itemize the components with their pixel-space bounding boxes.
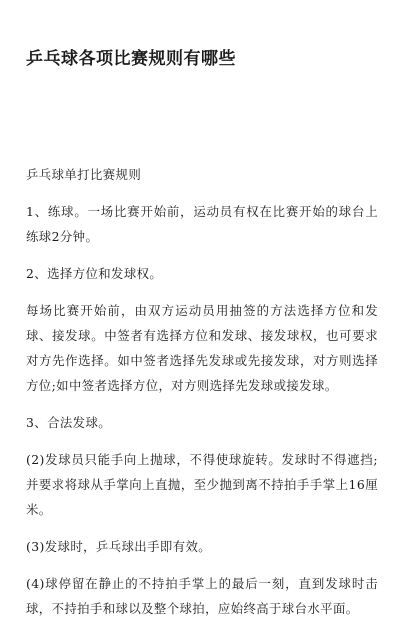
rule-2-heading: 2、选择方位和发球权。	[26, 266, 163, 281]
rule-3-heading: 3、合法发球。	[26, 415, 112, 430]
rule-3-item-2: (2)发球员只能手向上抛球，不得使球旋转。发球时不得遮挡;并要求将球从手掌向上直抛，至少抛到离不持拍手手掌上16厘米。	[26, 452, 378, 517]
rule-3-item-3: (3)发球时，乒乓球出手即有效。	[26, 539, 212, 554]
rule-2-body: 每场比赛开始前，由双方运动员用抽签的方法选择方位和发球、接发球。中签者有选择方位和发球、接发球权，也可要求对方先作选择。如中签者选择先发球或先接发球，对方则选择方位;如中签者选择方位，对方则选择先发球或接发球。	[26, 303, 378, 393]
article-body	[26, 162, 378, 633]
page-title: 乒乓球各项比赛规则有哪些	[26, 49, 236, 69]
rule-1-practice: 1、练球。一场比赛开始前，运动员有权在比赛开始的球台上练球2分钟。	[26, 204, 378, 244]
section-heading-singles-rules: 乒乓球单打比赛规则	[26, 167, 142, 182]
rule-3-item-4: (4)球停留在静止的不持拍手掌上的最后一刻，直到发球时击球，不持拍手和球以及整个球拍，应始终高于球台水平面。	[26, 576, 378, 616]
